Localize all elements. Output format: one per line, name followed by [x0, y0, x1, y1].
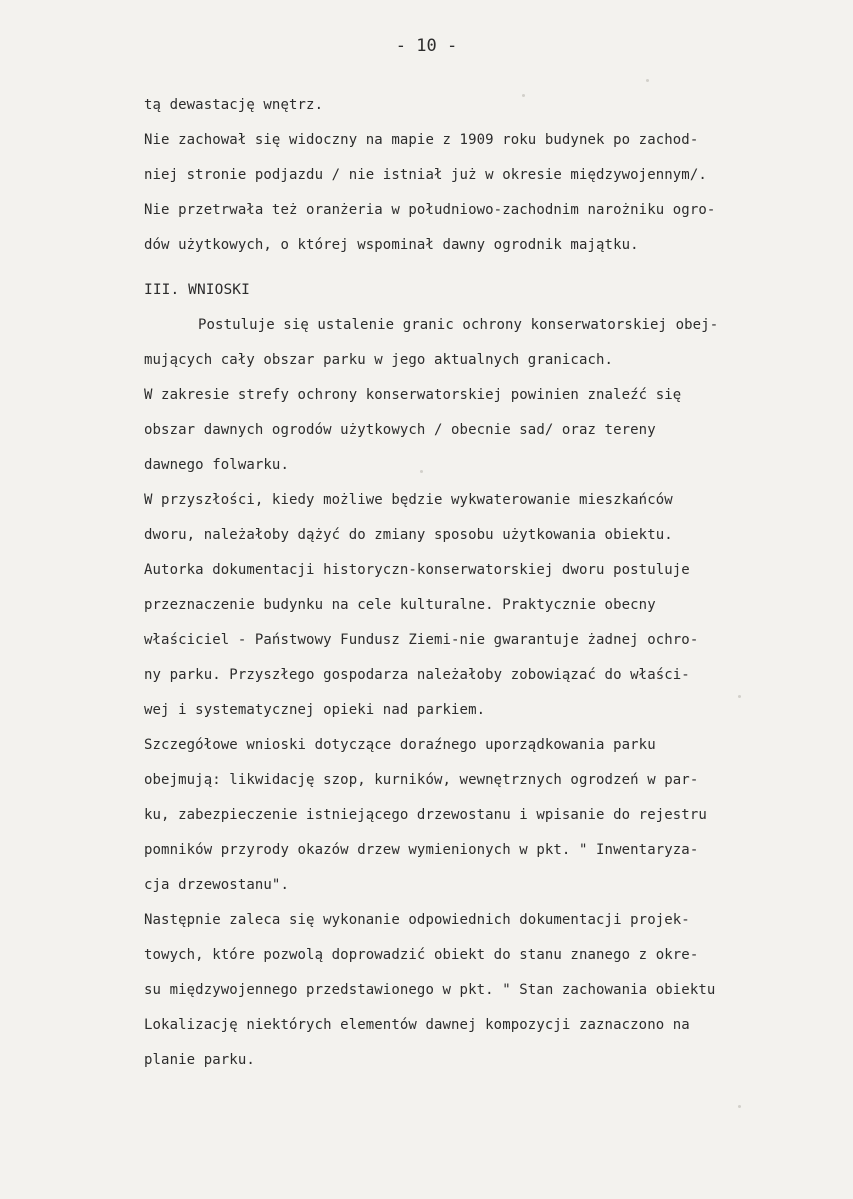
text-line: Nie zachował się widoczny na mapie z 1909 roku budynek po zachod-: [144, 132, 699, 148]
text-line: ku, zabezpieczenie istniejącego drzewostanu i wpisanie do rejestru: [144, 807, 707, 823]
text-line: planie parku.: [144, 1052, 255, 1068]
text-line: W zakresie strefy ochrony konserwatorskiej powinien znaleźć się: [144, 387, 682, 403]
text-line: Następnie zaleca się wykonanie odpowiednich dokumentacji projek-: [144, 912, 690, 928]
text-line: Szczegółowe wnioski dotyczące doraźnego uporządkowania parku: [144, 737, 656, 753]
text-line: niej stronie podjazdu / nie istniał już w okresie międzywojennym/.: [144, 167, 707, 183]
text-line: obszar dawnych ogrodów użytkowych / obecnie sad/ oraz tereny: [144, 422, 656, 438]
text-line: su międzywojennego przedstawionego w pkt. " Stan zachowania obiektu: [144, 982, 716, 998]
text-line: właściciel - Państwowy Fundusz Ziemi-nie gwarantuje żadnej ochro-: [144, 632, 699, 648]
text-line: Postuluje się ustalenie granic ochrony konserwatorskiej obej-: [198, 317, 719, 333]
text-line: Autorka dokumentacji historyczn-konserwatorskiej dworu postuluje: [144, 562, 690, 578]
text-line: obejmują: likwidację szop, kurników, wewnętrznych ogrodzeń w par-: [144, 772, 699, 788]
paper-speck: [738, 1105, 741, 1108]
text-line: dworu, należałoby dążyć do zmiany sposobu użytkowania obiektu.: [144, 527, 673, 543]
text-line: pomników przyrody okazów drzew wymienionych w pkt. " Inwentaryza-: [144, 842, 699, 858]
text-line: W przyszłości, kiedy możliwe będzie wykwaterowanie mieszkańców: [144, 492, 673, 508]
text-line: dów użytkowych, o której wspominał dawny ogrodnik majątku.: [144, 237, 639, 253]
section-heading: III. WNIOSKI: [144, 282, 250, 298]
text-line: dawnego folwarku.: [144, 457, 289, 473]
paper-speck: [522, 94, 525, 97]
paper-speck: [420, 470, 423, 473]
text-line: tą dewastację wnętrz.: [144, 97, 324, 113]
text-line: cja drzewostanu".: [144, 877, 289, 893]
text-line: towych, które pozwolą doprowadzić obiekt do stanu znanego z okre-: [144, 947, 699, 963]
text-line: Lokalizację niektórych elementów dawnej kompozycji zaznaczono na: [144, 1017, 690, 1033]
paper-speck: [738, 695, 741, 698]
text-line: Nie przetrwała też oranżeria w południowo-zachodnim narożniku ogro-: [144, 202, 716, 218]
text-line: ny parku. Przyszłego gospodarza należałoby zobowiązać do właści-: [144, 667, 690, 683]
text-line: mujących cały obszar parku w jego aktualnych granicach.: [144, 352, 614, 368]
text-line: przeznaczenie budynku na cele kulturalne. Praktycznie obecny: [144, 597, 656, 613]
text-line: wej i systematycznej opieki nad parkiem.: [144, 702, 486, 718]
paper-speck: [646, 79, 649, 82]
page-number: - 10 -: [395, 36, 458, 56]
